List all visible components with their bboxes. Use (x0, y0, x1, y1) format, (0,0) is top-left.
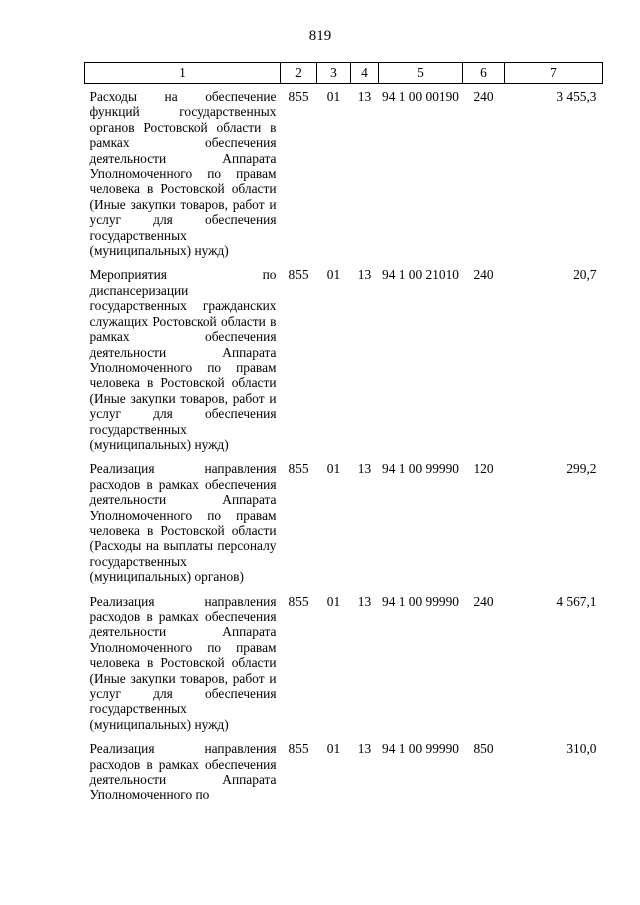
section-code: 01 (326, 593, 341, 609)
ministry-code: 855 (288, 461, 309, 477)
row-description: Реализация направления расходов в рамках обеспечения деятельности Аппарата Уполномоченного по (89, 741, 277, 803)
expense-type-code: 240 (473, 267, 494, 283)
target-article-code: 94 1 00 00190 (382, 89, 459, 104)
column-header: 4 (351, 63, 379, 84)
expense-type-code: 240 (473, 89, 494, 104)
column-header: 5 (379, 63, 463, 84)
table-row (85, 589, 603, 737)
subsection-code: 13 (357, 267, 372, 283)
target-article-code: 94 1 00 99990 (382, 461, 459, 477)
column-header: 6 (463, 63, 505, 84)
section-code: 01 (326, 89, 341, 104)
row-description: Реализация направления расходов в рамках обеспечения деятельности Аппарата Уполномоченного по правам человека в Ростовской области (Расходы на выплаты персоналу государственных (муниципальных) органов) (89, 461, 277, 585)
expense-type-code: 120 (473, 461, 494, 477)
target-article-code: 94 1 00 21010 (382, 267, 459, 283)
amount-value: 20,7 (573, 267, 597, 283)
section-code: 01 (326, 741, 341, 757)
row-description: Реализация направления расходов в рамках обеспечения деятельности Аппарата Уполномоченного по правам человека в Ростовской области (Иные закупки товаров, работ и услуг для обеспечения государственных (муниципальных) нужд) (89, 593, 277, 732)
ministry-code: 855 (288, 267, 309, 283)
page-number: 819 (308, 28, 332, 44)
subsection-code: 13 (357, 461, 372, 477)
amount-value: 4 567,1 (556, 593, 597, 609)
amount-value: 310,0 (566, 741, 597, 757)
section-code: 01 (326, 461, 341, 477)
table-row (85, 262, 603, 456)
column-header: 7 (505, 63, 603, 84)
column-header: 1 (85, 63, 281, 84)
expense-type-code: 240 (473, 593, 494, 609)
table-row (85, 736, 603, 807)
column-header: 2 (281, 63, 317, 84)
amount-value: 3 455,3 (556, 89, 597, 104)
ministry-code: 855 (288, 89, 309, 104)
table-row (85, 456, 603, 588)
section-code: 01 (326, 267, 341, 283)
target-article-code: 94 1 00 99990 (382, 741, 459, 757)
expense-type-code: 850 (473, 741, 494, 757)
table-header-row (85, 63, 603, 84)
column-header: 3 (317, 63, 351, 84)
subsection-code: 13 (357, 593, 372, 609)
ministry-code: 855 (288, 593, 309, 609)
subsection-code: 13 (357, 741, 372, 757)
budget-table (84, 62, 603, 807)
ministry-code: 855 (288, 741, 309, 757)
table-row (85, 84, 603, 263)
amount-value: 299,2 (566, 461, 597, 477)
row-description: Мероприятия по диспансеризации государственных гражданских служащих Ростовской области в рамках обеспечения деятельности Аппарата Уполномоченного по правам человека в Ростовской области (Иные закупки товаров, работ и услуг для обеспечения государственных (муниципальных) нужд) (89, 267, 277, 452)
target-article-code: 94 1 00 99990 (382, 593, 459, 609)
row-description: Расходы на обеспечение функций государственных органов Ростовской области в рамках обеспечения деятельности Аппарата Уполномоченного по правам человека в Ростовской области (Иные закупки товаров, работ и услуг для обеспечения государственных (муниципальных) нужд) (89, 89, 277, 259)
subsection-code: 13 (357, 89, 372, 104)
